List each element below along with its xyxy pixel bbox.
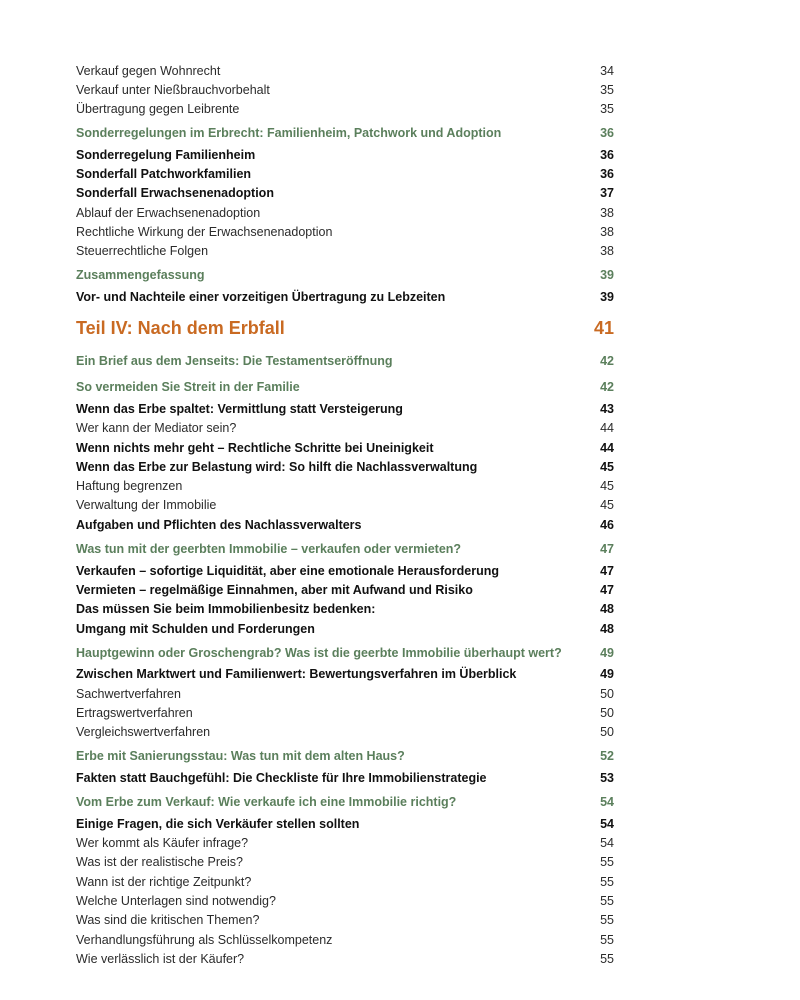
toc-page-number: 55 bbox=[600, 933, 614, 947]
toc-page-number: 42 bbox=[600, 380, 614, 394]
toc-entry-title: Sonderregelungen im Erbrecht: Familienheim, Patchwork und Adoption bbox=[76, 126, 502, 140]
toc-page-number: 45 bbox=[600, 479, 614, 493]
toc-entry bbox=[76, 564, 614, 578]
toc-page-number: 48 bbox=[600, 602, 614, 616]
toc-entry-title: Was tun mit der geerbten Immobilie – verkaufen oder vermieten? bbox=[76, 542, 462, 556]
toc-entry-title: Verkauf unter Nießbrauchvorbehalt bbox=[76, 83, 270, 97]
toc-page-number: 35 bbox=[600, 102, 614, 116]
toc-page-number: 49 bbox=[600, 646, 614, 660]
toc-entry-title: Was sind die kritischen Themen? bbox=[76, 913, 260, 927]
toc-entry bbox=[76, 460, 614, 474]
toc-section-heading bbox=[76, 542, 614, 556]
toc-entry bbox=[76, 894, 614, 908]
toc-page-number: 49 bbox=[600, 667, 614, 681]
toc-entry bbox=[76, 64, 614, 78]
toc-entry bbox=[76, 290, 614, 304]
toc-entry-title: Sachwertverfahren bbox=[76, 687, 181, 701]
toc-entry-title: Verkaufen – sofortige Liquidität, aber eine emotionale Herausforderung bbox=[76, 564, 500, 578]
toc-entry bbox=[76, 583, 614, 597]
toc-entry-title: Zusammengefassung bbox=[76, 268, 205, 282]
toc-page-number: 47 bbox=[600, 542, 614, 556]
toc-entry-title: Vor- und Nachteile einer vorzeitigen Übertragung zu Lebzeiten bbox=[76, 290, 446, 304]
toc-entry bbox=[76, 933, 614, 947]
toc-entry bbox=[76, 421, 614, 435]
toc-entry bbox=[76, 855, 614, 869]
toc-page-number: 45 bbox=[600, 498, 614, 512]
toc-page-number: 44 bbox=[600, 421, 614, 435]
toc-entry bbox=[76, 725, 614, 739]
toc-page-number: 55 bbox=[600, 913, 614, 927]
toc-entry bbox=[76, 706, 614, 720]
toc-entry-title: Umgang mit Schulden und Forderungen bbox=[76, 622, 315, 636]
toc-entry bbox=[76, 225, 614, 239]
toc-page-number: 38 bbox=[600, 206, 614, 220]
toc-entry-title: Verhandlungsführung als Schlüsselkompetenz bbox=[76, 933, 333, 947]
toc-entry bbox=[76, 148, 614, 162]
toc-page-number: 54 bbox=[600, 836, 614, 850]
toc-entry bbox=[76, 441, 614, 455]
toc-entry-title: Wenn das Erbe spaltet: Vermittlung statt Versteigerung bbox=[76, 402, 403, 416]
toc-page-number: 44 bbox=[600, 441, 614, 455]
toc-section-heading bbox=[76, 749, 614, 763]
toc-entry-title: Erbe mit Sanierungsstau: Was tun mit dem alten Haus? bbox=[76, 749, 405, 763]
toc-entry-title: Welche Unterlagen sind notwendig? bbox=[76, 894, 276, 908]
toc-page-number: 45 bbox=[600, 460, 614, 474]
toc-page-number: 50 bbox=[600, 706, 614, 720]
toc-section-heading bbox=[76, 795, 614, 809]
toc-entry bbox=[76, 244, 614, 258]
toc-page-number: 41 bbox=[593, 318, 614, 338]
toc-page-number: 38 bbox=[600, 225, 614, 239]
toc-entry-title: Vermieten – regelmäßige Einnahmen, aber mit Aufwand und Risiko bbox=[76, 583, 473, 597]
toc-page-number: 39 bbox=[600, 268, 614, 282]
toc-entry-title: Sonderfall Erwachsenenadoption bbox=[76, 186, 274, 200]
toc-entry-title: Verkauf gegen Wohnrecht bbox=[76, 64, 221, 78]
toc-entry bbox=[76, 875, 614, 889]
toc-section-heading bbox=[76, 380, 614, 394]
toc-entry-title: Wie verlässlich ist der Käufer? bbox=[76, 952, 245, 966]
toc-page-number: 50 bbox=[600, 687, 614, 701]
toc-entry bbox=[76, 186, 614, 200]
toc-section-heading bbox=[76, 646, 614, 660]
toc-entry-title: Teil IV: Nach dem Erbfall bbox=[76, 318, 285, 338]
toc-page-number: 55 bbox=[600, 894, 614, 908]
toc-page-number: 48 bbox=[600, 622, 614, 636]
toc-entry-title: Wenn nichts mehr geht – Rechtliche Schritte bei Uneinigkeit bbox=[76, 441, 434, 455]
toc-entry bbox=[76, 952, 614, 966]
toc-page-number: 46 bbox=[600, 518, 614, 532]
toc-entry bbox=[76, 102, 614, 116]
toc-page-number: 55 bbox=[600, 855, 614, 869]
toc-entry bbox=[76, 817, 614, 831]
toc-entry-title: Was ist der realistische Preis? bbox=[76, 855, 243, 869]
toc-entry-title: Aufgaben und Pflichten des Nachlassverwalters bbox=[76, 518, 362, 532]
toc-entry bbox=[76, 206, 614, 220]
toc-entry bbox=[76, 836, 614, 850]
toc-entry-title: Verwaltung der Immobilie bbox=[76, 498, 217, 512]
toc-entry bbox=[76, 518, 614, 532]
toc-page-number: 34 bbox=[600, 64, 614, 78]
toc-page-number: 36 bbox=[600, 167, 614, 181]
toc-entry bbox=[76, 167, 614, 181]
toc-entry-title: Ablauf der Erwachsenenadoption bbox=[76, 206, 261, 220]
toc-entry bbox=[76, 83, 614, 97]
toc-entry-title: So vermeiden Sie Streit in der Familie bbox=[76, 380, 300, 394]
toc-page-number: 53 bbox=[600, 771, 614, 785]
toc-entry bbox=[76, 498, 614, 512]
toc-entry-title: Zwischen Marktwert und Familienwert: Bewertungsverfahren im Überblick bbox=[76, 667, 517, 681]
toc-entry-title: Hauptgewinn oder Groschengrab? Was ist die geerbte Immobilie überhaupt wert? bbox=[76, 646, 562, 660]
toc-entry bbox=[76, 602, 614, 616]
toc-page-number: 39 bbox=[600, 290, 614, 304]
toc-page-number: 43 bbox=[600, 402, 614, 416]
toc-entry bbox=[76, 687, 614, 701]
toc-section-heading bbox=[76, 354, 614, 368]
toc-entry-title: Das müssen Sie beim Immobilienbesitz bedenken: bbox=[76, 602, 376, 616]
toc-entry bbox=[76, 622, 614, 636]
toc-entry-title: Steuerrechtliche Folgen bbox=[76, 244, 209, 258]
toc-page-number: 37 bbox=[600, 186, 614, 200]
toc-part-heading bbox=[76, 318, 614, 339]
toc-entry-title: Einige Fragen, die sich Verkäufer stellen sollten bbox=[76, 817, 360, 831]
toc-entry-title: Übertragung gegen Leibrente bbox=[76, 102, 240, 116]
toc-entry-title: Ein Brief aus dem Jenseits: Die Testamentseröffnung bbox=[76, 354, 393, 368]
toc-entry-title: Wenn das Erbe zur Belastung wird: So hilft die Nachlassverwaltung bbox=[76, 460, 478, 474]
toc-entry-title: Vom Erbe zum Verkauf: Wie verkaufe ich eine Immobilie richtig? bbox=[76, 795, 457, 809]
toc-page-number: 35 bbox=[600, 83, 614, 97]
toc-page-number: 52 bbox=[600, 749, 614, 763]
toc-entry-title: Sonderfall Patchworkfamilien bbox=[76, 167, 252, 181]
toc-entry bbox=[76, 771, 614, 785]
toc-entry bbox=[76, 479, 614, 493]
toc-page-number: 54 bbox=[600, 817, 614, 831]
toc-entry-title: Ertragswertverfahren bbox=[76, 706, 193, 720]
toc-entry bbox=[76, 402, 614, 416]
toc-entry-title: Wann ist der richtige Zeitpunkt? bbox=[76, 875, 252, 889]
toc-section-heading bbox=[76, 268, 614, 282]
toc-page-number: 47 bbox=[600, 564, 614, 578]
toc-page-number: 55 bbox=[600, 952, 614, 966]
toc-page-number: 50 bbox=[600, 725, 614, 739]
toc-entry-title: Haftung begrenzen bbox=[76, 479, 183, 493]
toc-entry-title: Wer kann der Mediator sein? bbox=[76, 421, 237, 435]
toc-entry-title: Vergleichswertverfahren bbox=[76, 725, 211, 739]
toc-entry bbox=[76, 913, 614, 927]
toc-entry-title: Sonderregelung Familienheim bbox=[76, 148, 256, 162]
toc-section-heading bbox=[76, 126, 614, 140]
toc-entry-title: Rechtliche Wirkung der Erwachsenenadoption bbox=[76, 225, 333, 239]
toc-entry bbox=[76, 667, 614, 681]
toc-page-number: 47 bbox=[600, 583, 614, 597]
toc-page-number: 55 bbox=[600, 875, 614, 889]
toc-page-number: 42 bbox=[600, 354, 614, 368]
toc-page-number: 38 bbox=[600, 244, 614, 258]
toc-page-number: 36 bbox=[600, 126, 614, 140]
toc-entry-title: Wer kommt als Käufer infrage? bbox=[76, 836, 249, 850]
toc-entry-title: Fakten statt Bauchgefühl: Die Checkliste für Ihre Immobilienstrategie bbox=[76, 771, 487, 785]
toc-page-number: 36 bbox=[600, 148, 614, 162]
toc-page-number: 54 bbox=[600, 795, 614, 809]
